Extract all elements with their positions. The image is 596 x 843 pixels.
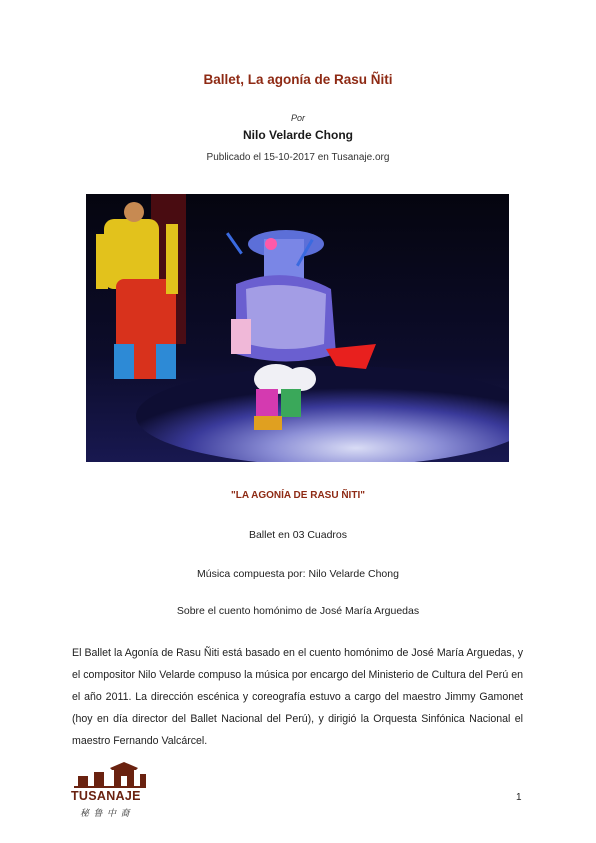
pagoda-icon: [70, 760, 150, 790]
body-paragraph: El Ballet la Agonía de Rasu Ñiti está basado en el cuento homónimo de José María Arguedas, y el compositor Nilo Velarde compuso la música por encargo del Ministerio de Cultura del Perú en el año 2011. La dirección escénica y coreografía estuvo a cargo del maestro Jimmy Gamonet (hoy en día director del Ballet Nacional del Perú), y dirigió la Orquesta Sinfónica Nacional el maestro Fernando Valcárcel.: [72, 647, 523, 747]
source-credit: Sobre el cuento homónimo de José María Arguedas: [176, 605, 420, 617]
logo-wordmark: TUSANAJE: [71, 789, 141, 803]
logo-subtext: 秘 鲁 中 裔: [80, 808, 131, 818]
music-credit: Música compuesta por: Nilo Velarde Chong: [197, 568, 399, 580]
dancer-photo: [86, 194, 509, 462]
page-number: 1: [516, 792, 522, 803]
work-title: "LA AGONÍA DE RASU ÑITI": [231, 490, 365, 501]
byline: Por: [290, 113, 305, 123]
author-name: Nilo Velarde Chong: [242, 128, 353, 142]
work-subtitle: Ballet en 03 Cuadros: [248, 529, 348, 541]
document-title: Ballet, La agonía de Rasu Ñiti: [203, 72, 393, 87]
publication-info: Publicado el 15-10-2017 en Tusanaje.org: [206, 152, 390, 163]
